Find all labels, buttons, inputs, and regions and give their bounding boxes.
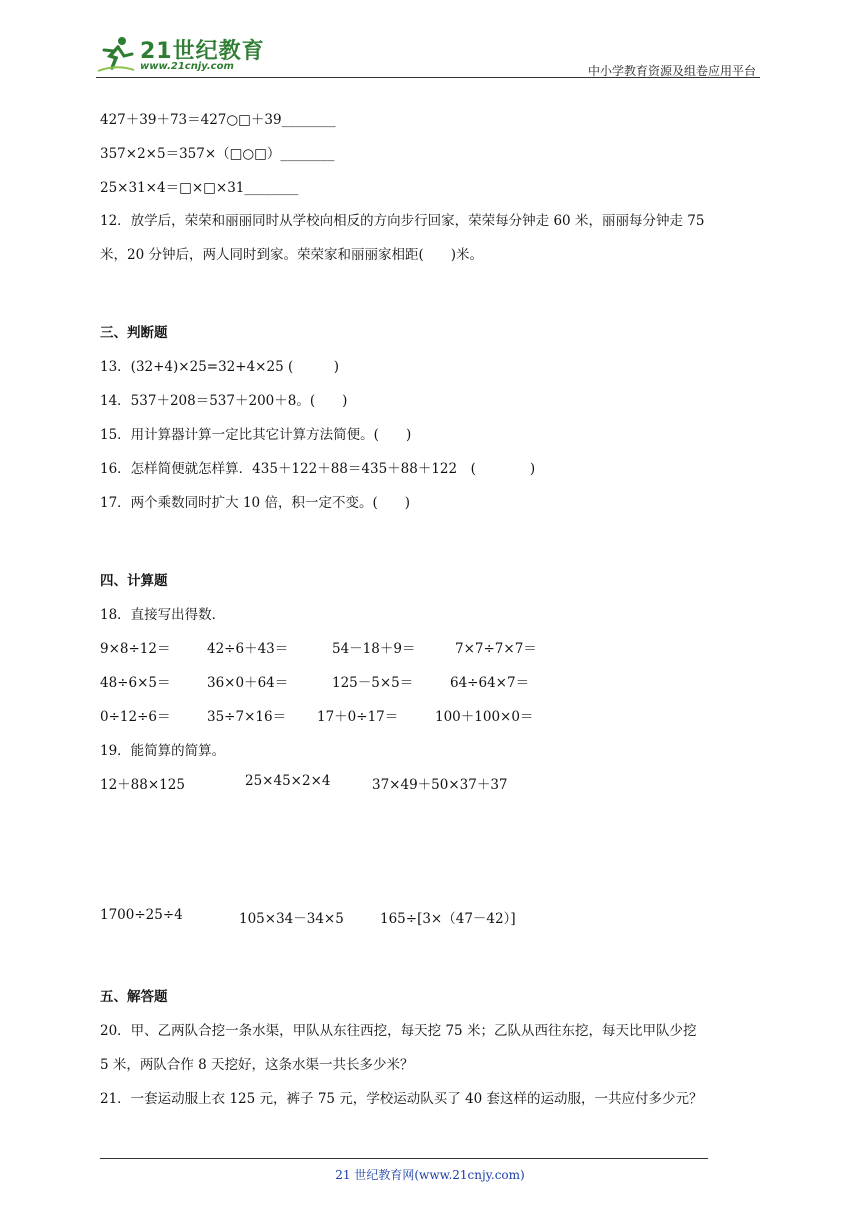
question-17: 17．两个乘数同时扩大 10 倍，积一定不变。( ) — [100, 495, 410, 511]
calc-item: 125－5×5＝ — [332, 675, 414, 691]
section-5-title: 五、解答题 — [100, 989, 168, 1005]
equation-line-2: 357×2×5＝357×（□○□）________ — [100, 146, 335, 162]
section-3-title: 三、判断题 — [100, 325, 168, 341]
calc-item: 35÷7×16＝ — [207, 709, 287, 725]
question-21: 21．一套运动服上衣 125 元，裤子 75 元，学校运动队买了 40 套这样的运动服，一共应付多少元？ — [100, 1091, 703, 1107]
calc-item: 17＋0÷17＝ — [317, 709, 399, 725]
simplify-item: 12＋88×125 — [100, 777, 185, 793]
page-header — [96, 30, 760, 78]
question-20-line-1: 20．甲、乙两队合挖一条水渠，甲队从东往西挖，每天挖 75 米；乙队从西往东挖，每天比甲队少挖 — [100, 1023, 697, 1039]
simplify-item: 1700÷25÷4 — [100, 907, 183, 923]
logo-brand-text: 21世纪教育 — [140, 39, 265, 64]
calc-item: 48÷6×5＝ — [100, 675, 171, 691]
question-14: 14．537＋208＝537＋200＋8。( ) — [100, 393, 348, 409]
footer-divider — [100, 1158, 708, 1159]
equation-line-1: 427＋39＋73＝427○□＋39________ — [100, 112, 336, 128]
logo-url-text: www.21cnjy.com — [140, 61, 234, 72]
calc-item: 100＋100×0＝ — [435, 709, 534, 725]
question-15: 15．用计算器计算一定比其它计算方法简便。( ) — [100, 427, 412, 443]
simplify-item: 105×34－34×5 — [239, 911, 344, 927]
header-divider — [96, 77, 760, 78]
question-12-line-2: 米，20 分钟后，两人同时到家。荣荣家和丽丽家相距( )米。 — [100, 247, 484, 263]
calc-item: 0÷12÷6＝ — [100, 709, 171, 725]
question-12-line-1: 12．放学后，荣荣和丽丽同时从学校向相反的方向步行回家，荣荣每分钟走 60 米，丽丽每分钟走 75 — [100, 213, 705, 229]
calc-item: 7×7÷7×7＝ — [455, 641, 537, 657]
calc-item: 64÷64×7＝ — [450, 675, 530, 691]
site-logo — [96, 34, 266, 78]
equation-line-3: 25×31×4＝□×□×31________ — [100, 180, 299, 196]
simplify-item: 25×45×2×4 — [245, 773, 331, 789]
calc-item: 9×8÷12＝ — [100, 641, 171, 657]
calc-item: 36×0＋64＝ — [207, 675, 289, 691]
calc-item: 42÷6＋43＝ — [207, 641, 289, 657]
simplify-item: 165÷[3×（47－42）] — [380, 911, 516, 927]
question-19: 19．能简算的简算。 — [100, 743, 226, 759]
question-16: 16．怎样简便就怎样算．435＋122＋88＝435＋88＋122 ( ) — [100, 461, 536, 477]
footer-text: 21 世纪教育网(www.21cnjy.com) — [335, 1168, 525, 1182]
calc-item: 54－18＋9＝ — [332, 641, 416, 657]
simplify-item: 37×49＋50×37＋37 — [372, 777, 508, 793]
question-18: 18．直接写出得数． — [100, 607, 226, 623]
runner-icon — [96, 34, 136, 74]
section-4-title: 四、计算题 — [100, 573, 168, 589]
platform-title: 中小学教育资源及组卷应用平台 — [587, 64, 756, 78]
question-20-line-2: 5 米，两队合作 8 天挖好，这条水渠一共长多少米？ — [100, 1057, 414, 1073]
question-13: 13．(32+4)×25=32+4×25 ( ) — [100, 359, 339, 375]
